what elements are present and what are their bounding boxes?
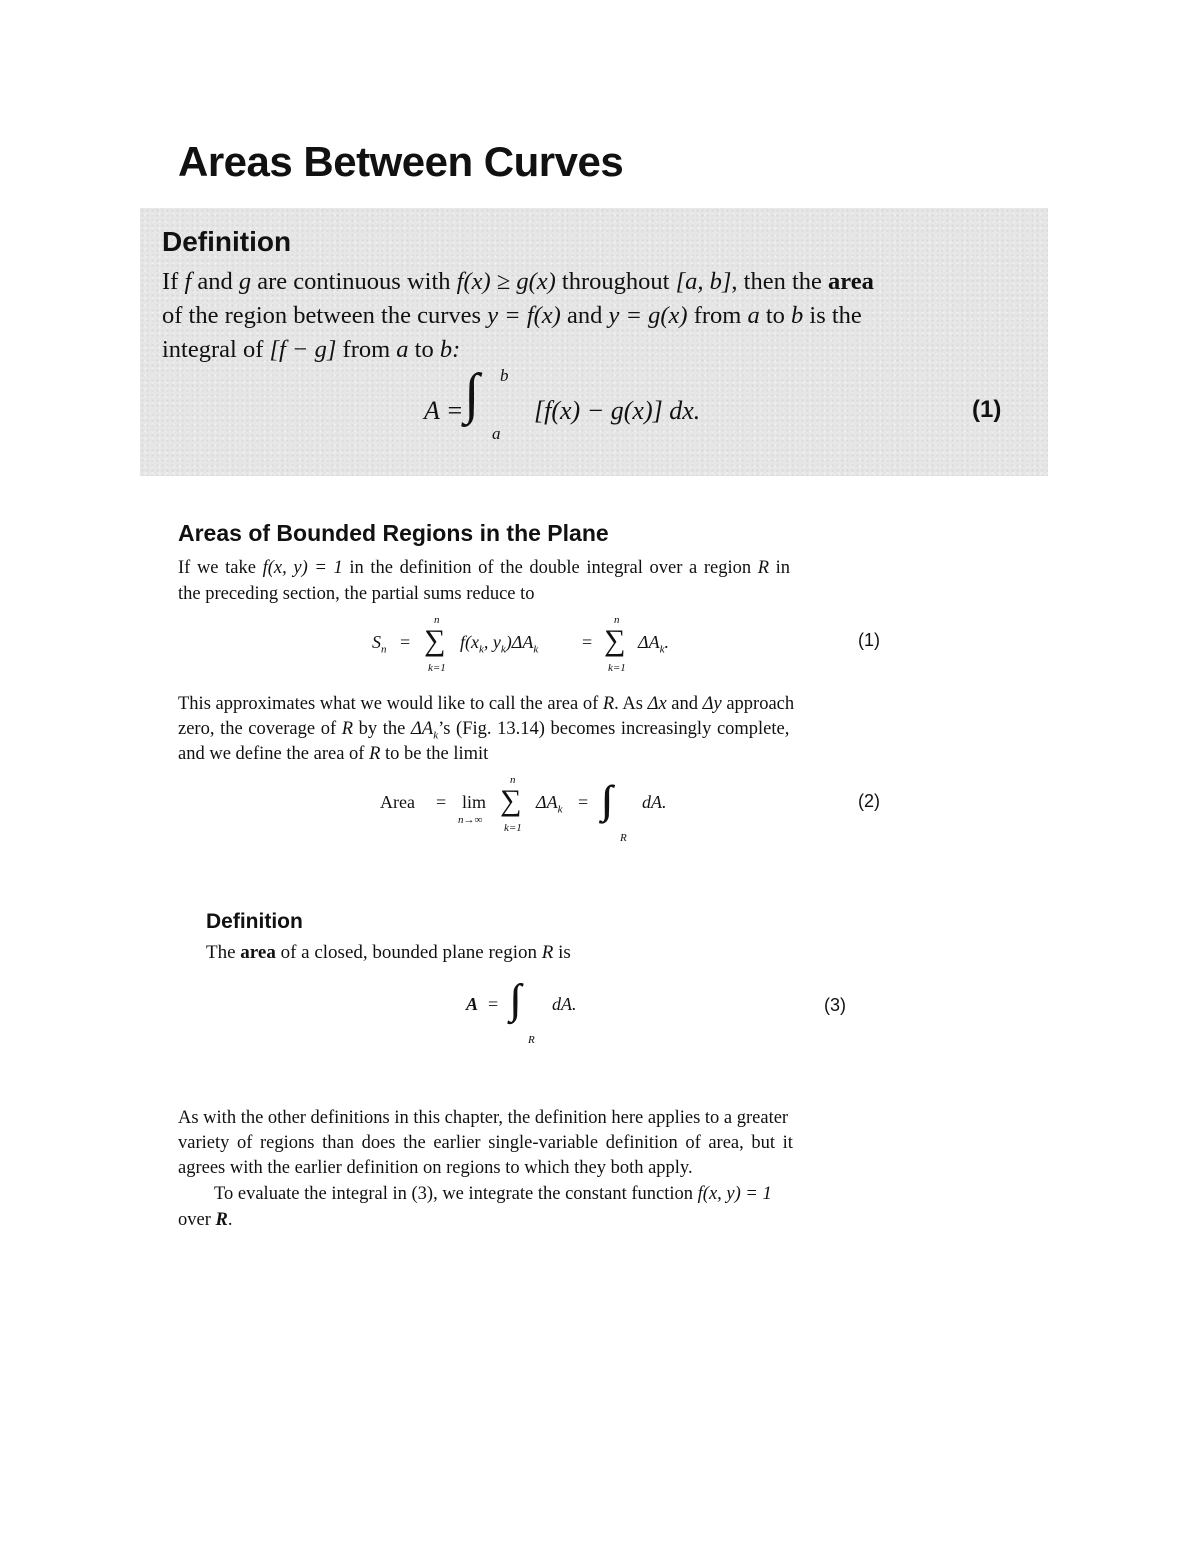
definition-heading: Definition (206, 910, 303, 933)
paragraph-line: over R. (178, 1210, 233, 1230)
equation-number: (1) (858, 630, 880, 650)
equation-number: (2) (858, 791, 880, 811)
sum-sign: ∑ (500, 784, 522, 817)
definition-line-1: If f and g are continuous with f(x) ≥ g(x) throughout [a, b], then the area (162, 268, 874, 295)
paragraph-line: This approximates what we would like to call the area of R. As Δx and Δy approach (178, 694, 795, 714)
sum-sign: ∑ (424, 624, 446, 657)
page-title: Areas Between Curves (178, 138, 624, 185)
paragraph-line: To evaluate the integral in (3), we integrate the constant function f(x, y) = 1 (214, 1184, 772, 1204)
area-limit-equation: Area = lim n→∞ ∑ n k=1 $\Delta A_k$ = R dA. (380, 774, 667, 844)
equation-number: (3) (824, 995, 846, 1015)
equation-lhs: A = (424, 396, 464, 425)
area-double-integral-equation: A = R dA. (466, 994, 577, 1046)
sum-sign: ∑ (604, 624, 626, 657)
paragraph-line: and we define the area of R to be the limit (178, 744, 489, 764)
paragraph-line: As with the other definitions in this chapter, the definition here applies to a greater (178, 1108, 789, 1128)
paragraph-line: agrees with the earlier definition on regions to which they both apply. (178, 1158, 693, 1178)
integral-sign: ∫ (464, 363, 480, 425)
paragraph-line: zero, the coverage of R by the $\Delta A_k’s$ (Fig. 13.14) becomes increasingly complete, (178, 719, 790, 742)
paragraph-line: If we take f(x, y) = 1 in the definition of the double integral over a region R in (178, 558, 791, 578)
definition-line-3: integral of [f − g] from a to b: (162, 336, 461, 363)
integrand: [f(x) − g(x)] dx. (534, 396, 701, 425)
lower-limit: a (492, 424, 501, 443)
paragraph-line: the preceding section, the partial sums reduce to (178, 584, 535, 604)
upper-limit: b (500, 366, 509, 385)
paragraph-line: variety of regions than does the earlier single-variable definition of area, but it (178, 1133, 793, 1153)
definition-text: The area of a closed, bounded plane region R is (206, 942, 571, 963)
definition-line-2: of the region between the curves y = f(x) and y = g(x) from a to b is the (162, 302, 862, 329)
definition-heading: Definition (162, 226, 292, 257)
section-heading: Areas of Bounded Regions in the Plane (178, 520, 609, 546)
equation-number: (1) (972, 396, 1002, 423)
partial-sum-equation: $S_n$ = ∑ n k=1 $f(x_k$, $y_k)\Delta A_k$ = ∑ n k=1 $\Delta A_k$. (372, 614, 669, 674)
